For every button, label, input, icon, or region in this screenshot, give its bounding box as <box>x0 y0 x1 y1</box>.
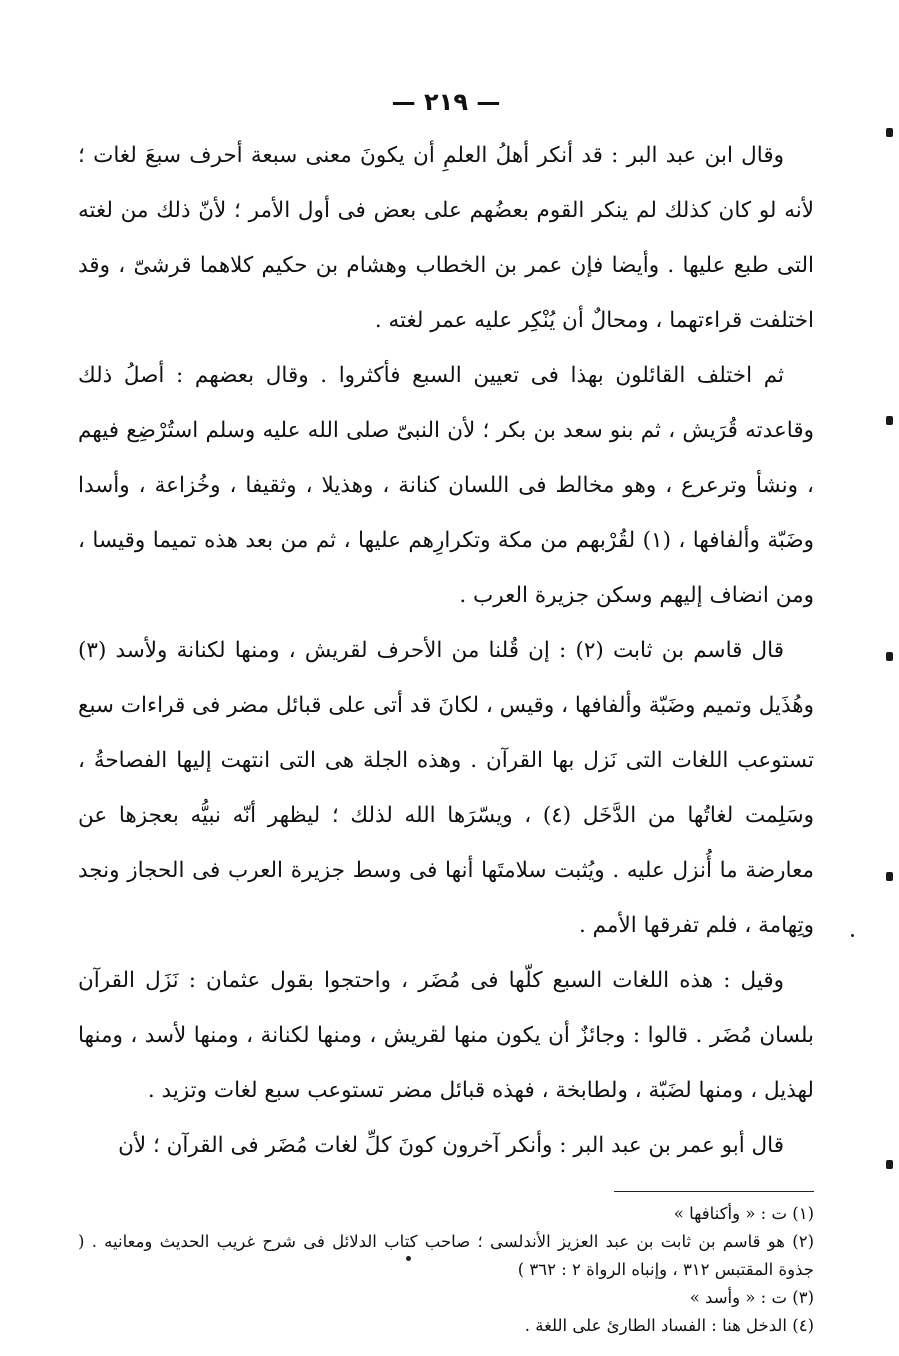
margin-mark <box>886 416 893 425</box>
paragraph-1: وقال ابن عبد البر : قد أنكر أهلُ العلمِ أن يكونَ معنى سبعة أحرف سبعَ لغات ؛ لأنه لو كان كذلك لم ينكر القوم بعضُهم على بعض فى أول الأمر ؛ لأنّ ذلك من لغته التى طبع عليها . وأيضا فإن عمر بن الخطاب وهشام بن حكيم كلاهما قرشىّ ، وقد اختلفت قراءتهما ، ومحالٌ أن يُنْكِر عليه عمر لغته . <box>78 143 814 333</box>
footnotes <box>78 1200 814 1340</box>
page-number: — ٢١٩ — <box>391 88 501 116</box>
footnote-divider <box>614 1191 814 1192</box>
paragraph-3: قال قاسم بن ثابت (٢) : إن قُلنا من الأحرف لقريش ، ومنها لكنانة ولأسد (٣) وهُذَيل وتميم وضَبّة وألفافها ، وقيس ، لكانَ قد أتى على قبائل مضر فى قراءات سبع تستوعب اللغات التى نَزل بها القرآن . وهذه الجلة هى التى انتهت إليها الفصاحةُ ، وسَلِمت لغاتُها من الدَّخَل (٤) ، ويسّرَها الله لذلك ؛ ليظهر أنّه نبيُّه بعجزها عن معارضة ما أُنزل عليه . ويُثبت سلامتَها أنها فى وسط جزيرة العرب فى الحجاز ونجد وتِهامة ، فلم تفرقها الأمم . <box>78 638 815 938</box>
margin-mark <box>886 1160 893 1169</box>
footnote-4: (٤) الدخل هنا : الفساد الطارئ على اللغة . <box>524 1316 814 1335</box>
book-page <box>78 82 815 1335</box>
margin-mark <box>886 872 893 881</box>
footnote-1: (١) ت : « وأكنافها » <box>673 1204 814 1223</box>
main-text <box>78 128 814 1173</box>
paragraph-4: وقيل : هذه اللغات السبع كلّها فى مُضَر ، واحتجوا بقول عثمان : نَزَل القرآن بلسان مُضَر . قالوا : وجائزٌ أن يكون منها لقريش ، ومنها لكنانة ، ومنها لأسد ، ومنها لهذيل ، ومنها لضَبّة ، ولطابخة ، فهذه قبائل مضر تستوعب سبع لغات وتزيد . <box>78 968 814 1103</box>
ink-speck <box>406 1256 411 1261</box>
footnote-2: (٢) هو قاسم بن ثابت بن عبد العزيز الأندلسى ؛ صاحب كتاب الدلائل فى شرح غريب الحديث ومعانيه . ( جذوة المقتبس ٣١٢ ، وإنباه الرواة ٢ : ٣٦٢ ) <box>78 1232 814 1279</box>
margin-mark <box>886 652 893 661</box>
footnote-3: (٣) ت : « وأسد » <box>689 1288 814 1307</box>
ink-speck <box>851 934 854 937</box>
margin-mark <box>886 128 893 137</box>
paragraph-5: قال أبو عمر بن عبد البر : وأنكر آخرون كونَ كلِّ لغات مُضَر فى القرآن ؛ لأن <box>118 1133 784 1158</box>
paragraph-2: ثم اختلف القائلون بهذا فى تعيين السبع فأكثروا . وقال بعضهم : أصلُ ذلك وقاعدته قُرَيش ، ثم بنو سعد بن بكر ؛ لأن النبىّ صلى الله عليه وسلم استُرْضِع فيهم ، ونشأ وترعرع ، وهو مخالط فى اللسان كنانة ، وهذيلا ، وثقيفا ، وخُزاعة ، وأسدا وضَبّة وألفافها ، (١) لقُرْبهم من مكة وتكرارِهم عليها ، ثم من بعد هذه تميما وقيسا ، ومن انضاف إليهم وسكن جزيرة العرب . <box>78 363 814 608</box>
